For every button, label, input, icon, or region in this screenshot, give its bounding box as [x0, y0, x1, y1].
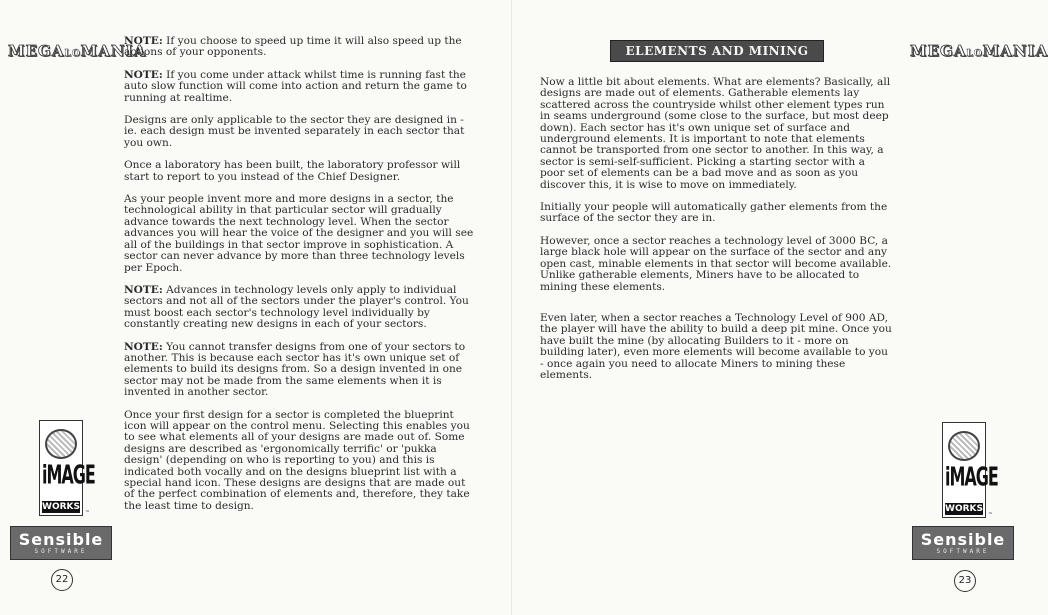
left-paragraph — [124, 160, 476, 183]
page-number-right: 23 — [954, 570, 976, 592]
note-label: NOTE: — [124, 340, 163, 353]
paragraph-text: Once your first design for a sector is completed the blueprint icon will appear on the control menu. Selecting this enables you to see what elements all of your designs are made out of. Some designs are described as 'ergonomically terrific' or 'pukka design' (depending on who is reporting to you) and this is indicated both vocally and on the designs blueprint list with a special hand icon. These designs are designs that are made out of the perfect combination of elements and, therefore, they take the least time to design. — [124, 408, 470, 512]
image-works-emblem-icon — [45, 429, 77, 459]
paragraph-text: Advances in technology levels only apply to individual sectors and not all of the sectors under the player's control. You must boost each sector's technology level individually by constantly creating new designs in each of your sectors. — [124, 283, 469, 331]
megalomania-logo-right — [910, 42, 1048, 60]
software-logo-text: SOFTWARE — [34, 548, 88, 555]
logo-text-mega: MEGA — [910, 42, 967, 60]
logo-text-mega: MEGA — [8, 42, 65, 60]
trademark-mark: ™ — [988, 512, 993, 518]
paragraph-text: You cannot transfer designs from one of your sectors to another. This is because each sector has it's own unique set of elements to build its designs from. So a design invented in one sector may not be made from the same elements when it is invented in another sector. — [124, 340, 466, 399]
left-paragraph — [124, 410, 476, 513]
paragraph-text: If you choose to speed up time it will also speed up the actions of your opponents. — [124, 35, 462, 59]
right-page-text — [540, 77, 892, 392]
right-paragraph: Initially your people will automatically gather elements from the surface of the sector they are in. — [540, 201, 888, 225]
note-label: NOTE: — [124, 283, 163, 296]
paragraph-text: Once a laboratory has been built, the laboratory professor will start to report to you instead of the Chief Designer. — [124, 159, 461, 183]
right-paragraph: Even later, when a sector reaches a Technology Level of 900 AD, the player will have the ability to build a deep pit mine. Once you have built the mine (by allocating Builders to it - more on building later), even more elements will become available to you - once again you need to allocate Miners to mining these elements. — [540, 311, 892, 381]
left-paragraph — [124, 70, 476, 104]
paragraph-text: If you come under attack whilst time is running fast the auto slow function will come into action and return the game to running at realtime. — [124, 68, 467, 104]
section-header: ELEMENTS AND MINING — [610, 40, 824, 62]
paragraph-text: Designs are only applicable to the sector they are designed in - ie. each design must be invented separately in each sector that you own. — [124, 114, 465, 149]
logo-text-lo: LO — [64, 49, 81, 59]
paragraph-text: As your people invent more and more designs in a sector, the technological ability in that particular sector will gradually advance towards the next technology level. When the sector advances you will hear the voice of the designer and you will see all of the buildings in that sector improve in sophistication. A sector can never advance by more than three technology levels per Epoch. — [124, 193, 474, 274]
trademark-mark: ™ — [85, 510, 90, 516]
image-logo-text: iMAGE — [42, 459, 95, 490]
left-paragraph — [124, 342, 476, 399]
logo-text-mania: MANIA — [80, 42, 147, 60]
page-fold — [511, 0, 512, 615]
logo-text-mania: MANIA — [982, 42, 1048, 60]
page-number-left: 22 — [51, 569, 73, 591]
note-label: NOTE: — [124, 68, 163, 81]
image-logo-text: iMAGE — [945, 461, 998, 492]
sensible-logo-text: Sensible — [18, 530, 104, 549]
right-paragraph: However, once a sector reaches a technology level of 3000 BC, a large black hole will appear on the surface of the sector and any open cast, minable elements in that sector will become available. Unlike gatherable elements, Miners have to be allocated to mining these elements. — [540, 234, 892, 293]
sensible-software-logo-left — [10, 526, 112, 560]
works-logo-text: WORKS — [945, 504, 983, 514]
works-logo-text: WORKS — [42, 502, 80, 512]
left-paragraph — [124, 285, 476, 331]
left-paragraph — [124, 194, 476, 274]
logo-text-lo: LO — [966, 49, 983, 59]
software-logo-text: SOFTWARE — [936, 548, 990, 555]
right-paragraph: Now a little bit about elements. What are elements? Basically, all designs are made out of elements. Gatherable elements lay scattered across the countryside whilst other element types run in seams underground (some close to the surface, but most deep down). Each sector has it's own unique set of surface and underground elements. It is important to note that elements cannot be transported from one sector to another. In this way, a sector is semi-self-sufficient. Picking a starting sector with a poor set of elements can be a bad move and as soon as you discover this, it is wise to move on immediately. — [540, 76, 891, 191]
left-paragraph — [124, 36, 476, 59]
image-works-emblem-icon — [948, 431, 980, 461]
sensible-software-logo-right — [912, 526, 1014, 560]
left-paragraph — [124, 115, 476, 149]
left-page-text — [124, 36, 476, 523]
note-label: NOTE: — [124, 35, 163, 47]
sensible-logo-text: Sensible — [920, 530, 1006, 549]
